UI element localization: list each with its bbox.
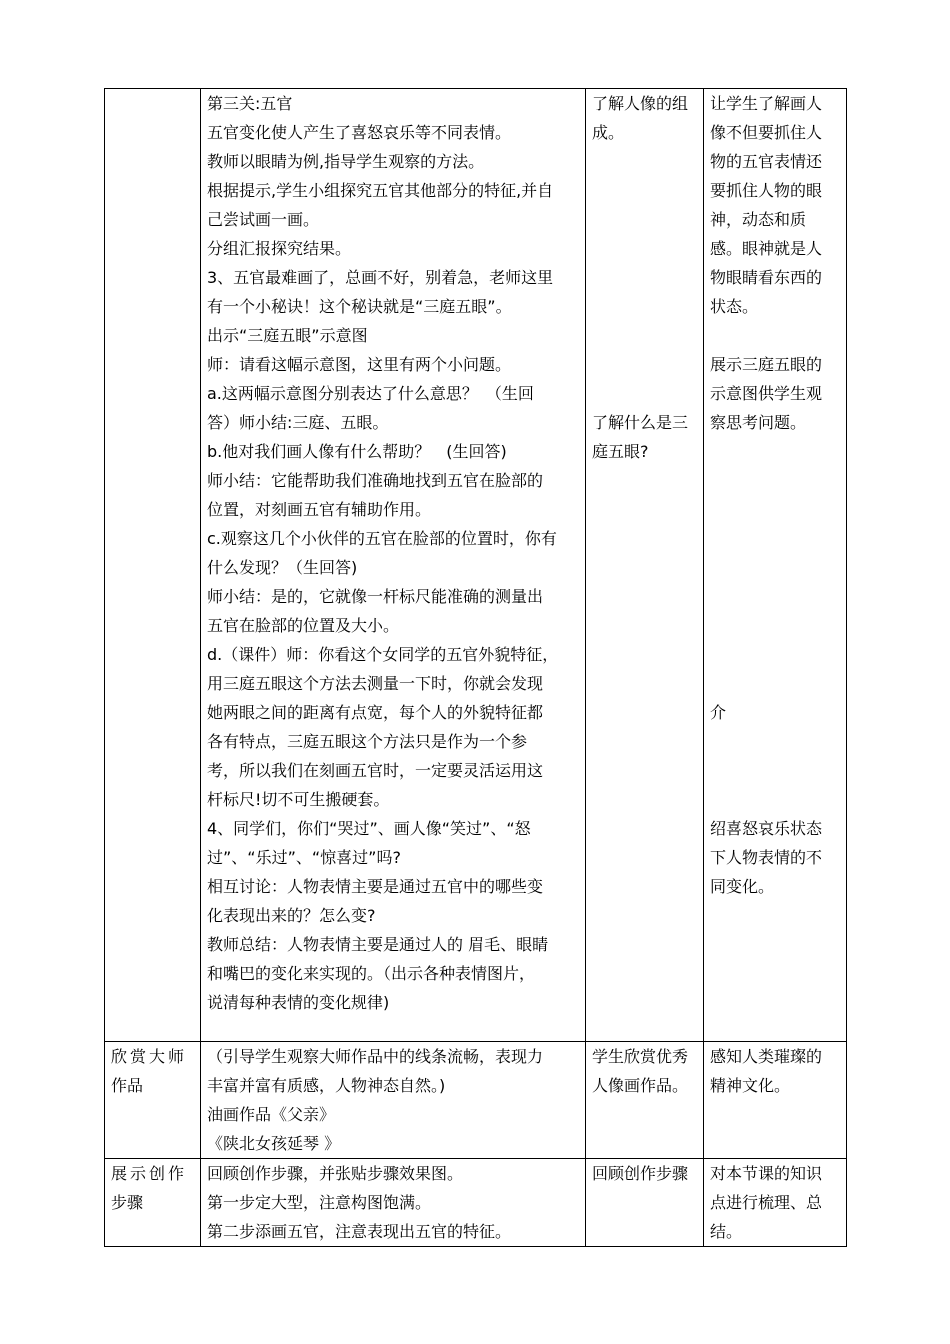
teacher-activity-cell: 回顾创作步骤，并张贴步骤效果图。 第一步定大型，注意构图饱满。 第二步添画五官，注意表现出五官的特征。 xyxy=(201,1159,586,1247)
table-row xyxy=(105,1159,847,1247)
stage-label-cell xyxy=(105,89,201,1042)
design-intent-cell: 感知人类璀璨的 精神文化。 xyxy=(704,1042,847,1159)
student-activity-cell: 学生欣赏优秀 人像画作品。 xyxy=(586,1042,704,1159)
student-activity-cell: 回顾创作步骤 xyxy=(586,1159,704,1247)
lesson-plan-table xyxy=(104,88,847,1247)
design-intent-cell: 让学生了解画人 像不但要抓住人 物的五官表情还 要抓住人物的眼 神，动态和质 感。眼神就是人 物眼睛看东西的 状态。 展示三庭五眼的 示意图供学生观 察思考问题。 介 绍喜怒哀乐状态 下人物表情的不 同变化。 xyxy=(704,89,847,1042)
teacher-activity-cell: （引导学生观察大师作品中的线条流畅，表现力 丰富并富有质感，人物神态自然。) 油画作品《父亲》 《陕北女孩延琴 》 xyxy=(201,1042,586,1159)
table-row xyxy=(105,1042,847,1159)
stage-label-cell: 欣赏大师 作品 xyxy=(105,1042,201,1159)
design-intent-cell: 对本节课的知识 点进行梳理、总 结。 xyxy=(704,1159,847,1247)
table-row xyxy=(105,89,847,1042)
stage-label-cell: 展示创作 步骤 xyxy=(105,1159,201,1247)
teacher-activity-cell: 第三关:五官 五官变化使人产生了喜怒哀乐等不同表情。 教师以眼睛为例,指导学生观察的方法。 根据提示,学生小组探究五官其他部分的特征,并自 己尝试画一画。 分组汇报探究结果。 3、五官最难画了，总画不好，别着急，老师这里 有一个小秘诀！这个秘诀就是“三庭五眼”。 出示“三庭五眼”示意图 师：请看这幅示意图，这里有两个小问题。 a.这两幅示意图分别表达了什么意思？ （生回 答）师小结:三庭、五眼。 b.他对我们画人像有什么帮助？ (生回答) 师小结：它能帮助我们准确地找到五官在脸部的 位置，对刻画五官有辅助作用。 c.观察这几个小伙伴的五官在脸部的位置时，你有 什么发现？（生回答) 师小结：是的，它就像一杆标尺能准确的测量出 五官在脸部的位置及大小。 d.（课件）师：你看这个女同学的五官外貌特征， 用三庭五眼这个方法去测量一下时，你就会发现 她两眼之间的距离有点宽，每个人的外貌特征都 各有特点，三庭五眼这个方法只是作为一个参 考，所以我们在刻画五官时，一定要灵活运用这 杆标尺!切不可生搬硬套。 4、同学们，你们“哭过”、画人像“笑过”、“怒 过”、“乐过”、“惊喜过”吗? 相互讨论：人物表情主要是通过五官中的哪些变 化表现出来的？怎么变? 教师总结：人物表情主要是通过人的 眉毛、眼睛 和嘴巴的变化来实现的。（出示各种表情图片， 说清每种表情的变化规律) xyxy=(201,89,586,1042)
student-activity-cell: 了解人像的组 成。 了解什么是三 庭五眼? xyxy=(586,89,704,1042)
